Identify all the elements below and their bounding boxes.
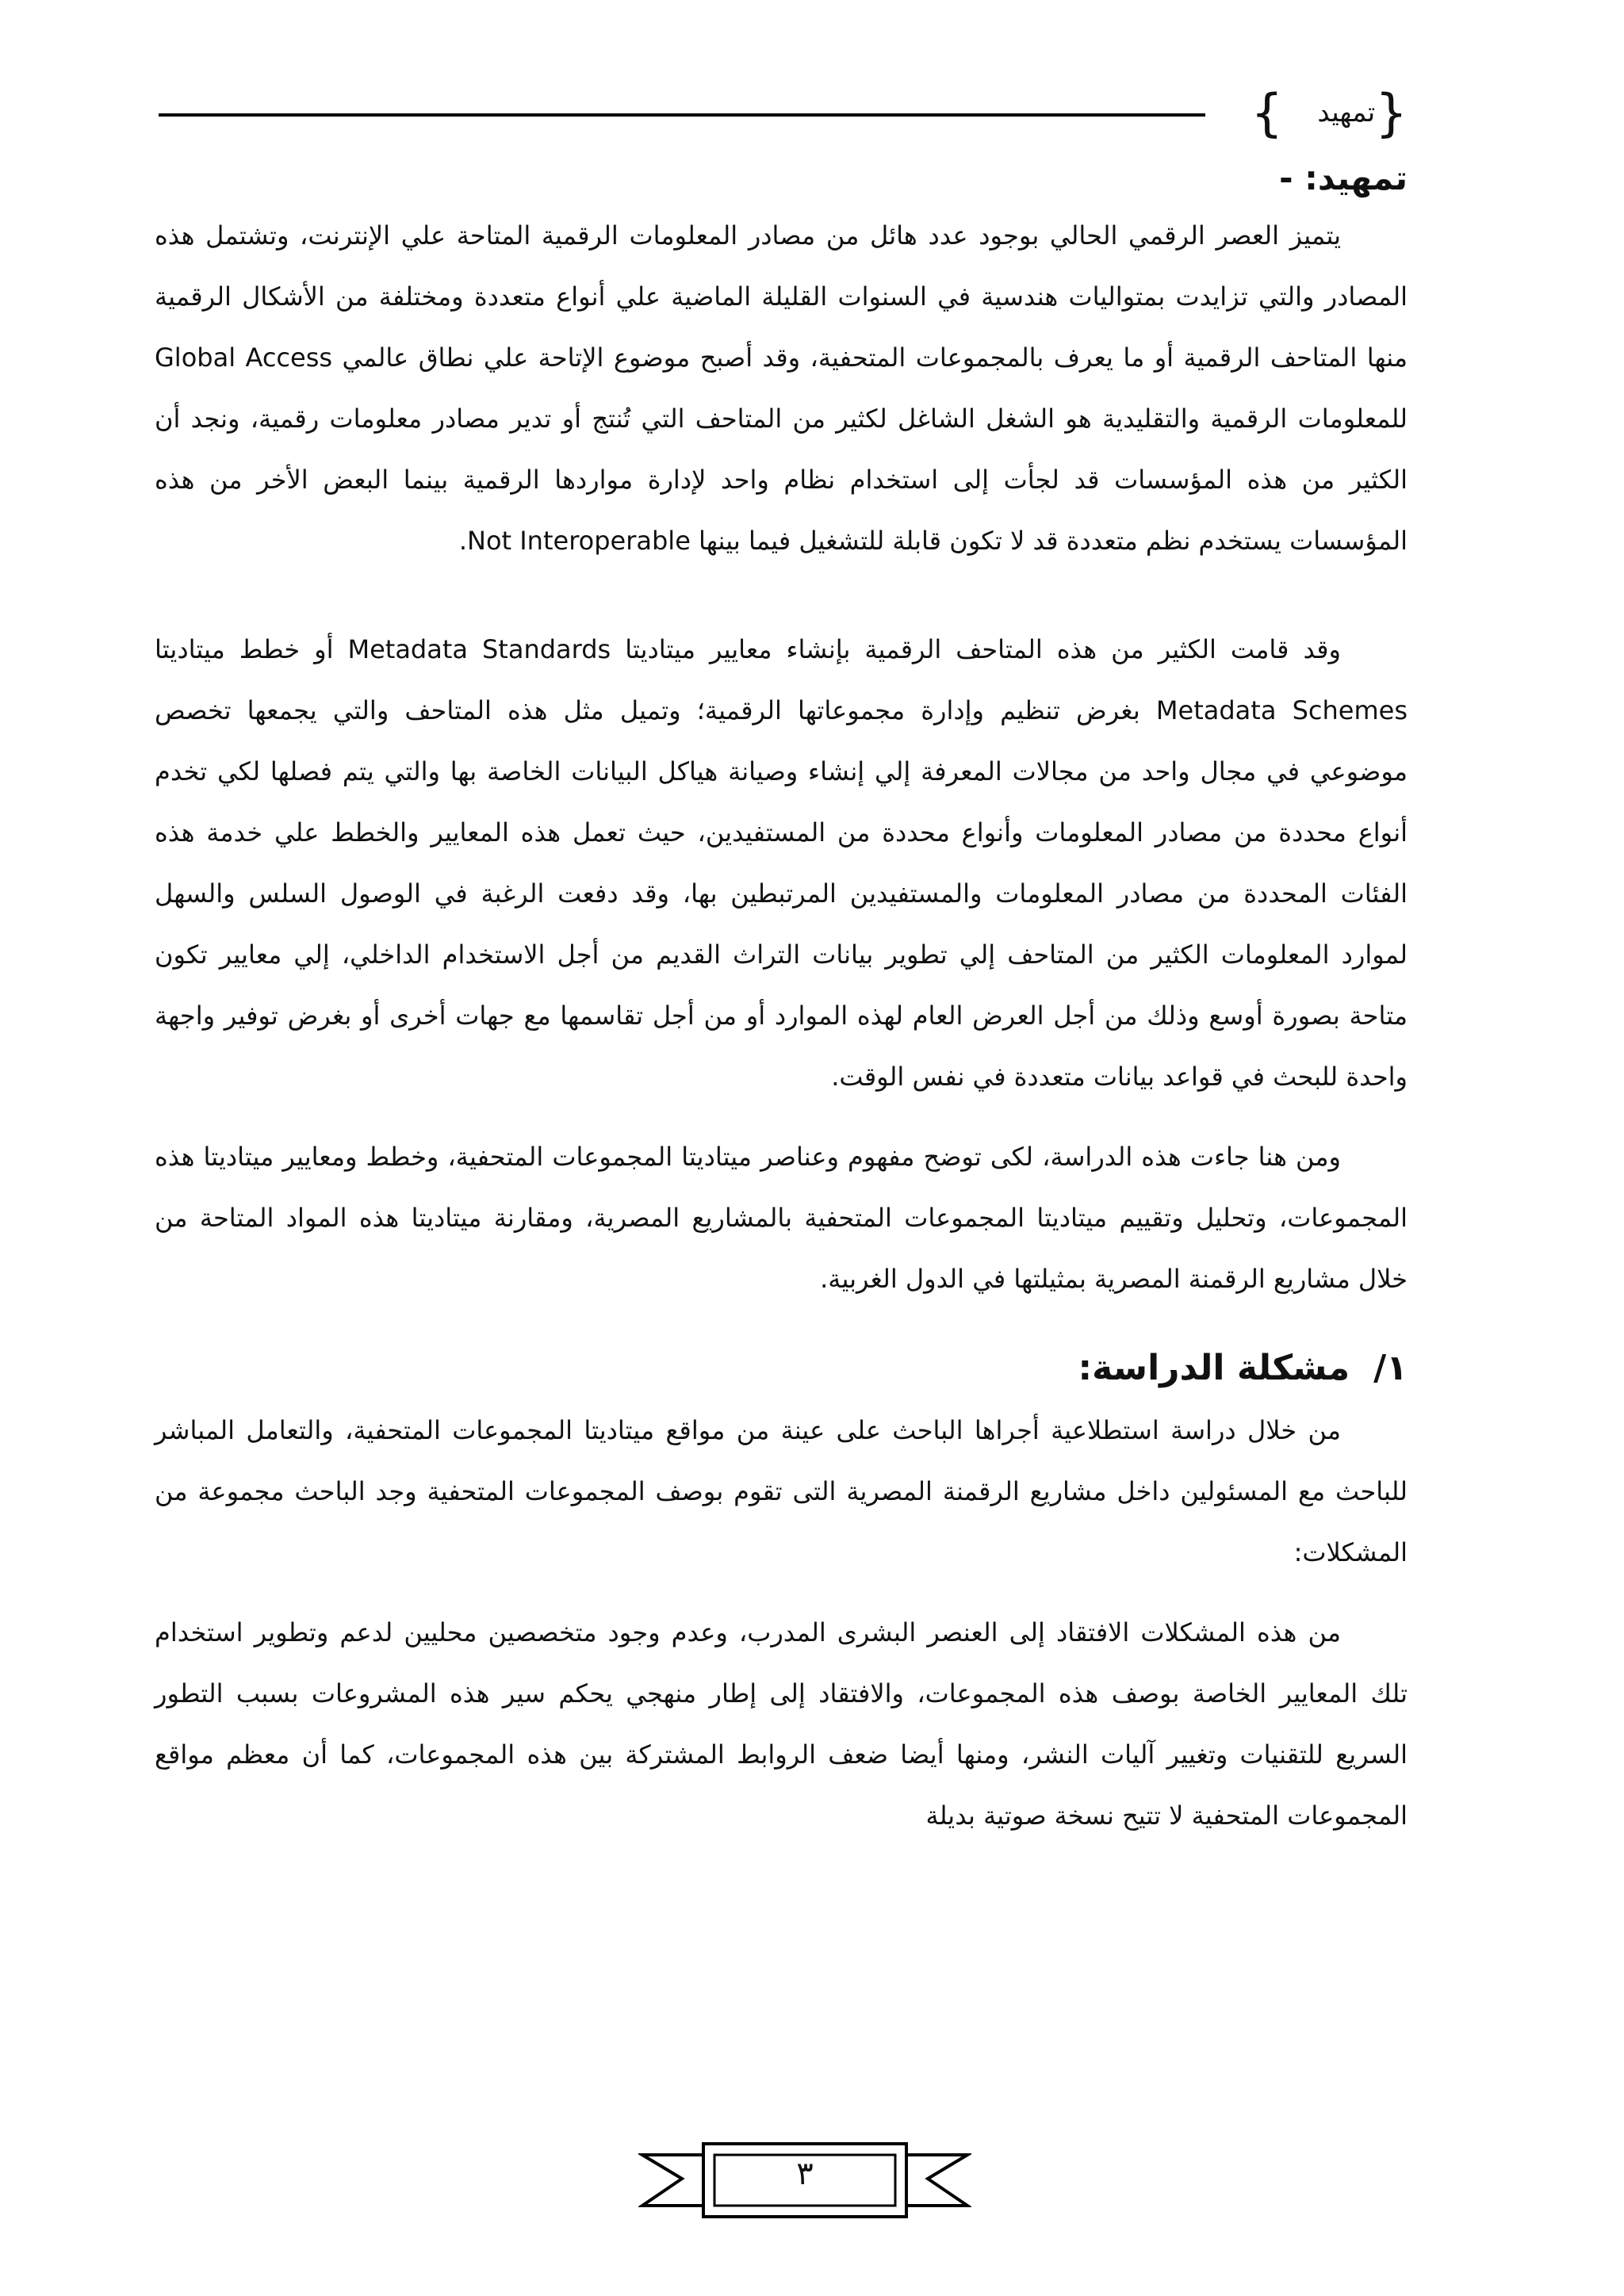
intro-paragraph-3: ومن هنا جاءت هذه الدراسة، لكى توضح مفهوم وعناصر ميتاديتا المجموعات المتحفية، وخطط ومعايير ميتاديتا هذه المجموعات، وتحليل وتقييم ميتاديتا المجموعات المتحفية بالمشاريع المصرية، ومقارنة ميتاديتا هذه المواد المتاحة من خلال مشاريع الرقمنة المصرية بمثيلتها في الدول الغربية. xyxy=(155,1142,1408,1294)
running-header-label: تمهيد xyxy=(1317,97,1376,128)
page-number: ٣ xyxy=(796,2156,814,2192)
section-1-title: مشكلة الدراسة: xyxy=(1078,1348,1350,1388)
intro-paragraph-1: يتميز العصر الرقمي الحالي بوجود عدد هائل من مصادر المعلومات الرقمية المتاحة علي الإنترنت، وتشتمل هذه المصادر والتي تزايدت بمتواليات هندسية في السنوات القليلة الماضية علي أنواع متعددة ومختلفة من الأشكال الرقمية منها المتاحف الرقمية أو ما يعرف بالمجموعات المتحفية، وقد أصبح موضوع الإتاحة علي نطاق عالمي Global Access للمعلومات الرقمية والتقليدية هو الشغل الشاغل لكثير من المتاحف التي تُنتج أو تدير مصادر معلومات رقمية، ونجد أن الكثير من هذه المؤسسات قد لجأت إلى استخدام نظام واحد لإدارة مواردها الرقمية بينما البعض الأخر من هذه المؤسسات يستخدم نظم متعددة قد لا تكون قابلة للتشغيل فيما بينها Not Interoperable. xyxy=(155,220,1408,556)
running-header xyxy=(159,84,1408,144)
section-1-heading xyxy=(155,1337,1408,1400)
brace-right-glyph: } xyxy=(1251,84,1284,144)
section-1-paragraph-1: من خلال دراسة استطلاعية أجراها الباحث على عينة من مواقع ميتاديتا المجموعات المتحفية، والتعامل المباشر للباحث مع المسئولين داخل مشاريع الرقمنة المصرية التى تقوم بوصف المجموعات المتحفية وجد الباحث مجموعة من المشكلات: xyxy=(155,1415,1408,1567)
section-1-number: ١/ xyxy=(1373,1348,1408,1388)
running-header-title xyxy=(1251,84,1408,144)
intro-paragraph-2: وقد قامت الكثير من هذه المتاحف الرقمية بإنشاء معايير ميتاديتا Metadata Standards أو خطط ميتاديتا Metadata Schemes بغرض تنظيم وإدارة مجموعاتها الرقمية؛ وتميل مثل هذه المتاحف والتي يجمعها تخصص موضوعي في مجال واحد من مجالات المعرفة إلي إنشاء وصيانة هياكل البيانات الخاصة بها والتي يتم فصلها لكي تخدم أنواع محددة من مصادر المعلومات وأنواع محددة من المستفيدين، حيث تعمل هذه المعايير والخطط علي خدمة هذه الفئات المحددة من مصادر المعلومات والمستفيدين المرتبطين بها، وقد دفعت الرغبة في الوصول السلس والسهل لموارد المعلومات الكثير من المتاحف إلي تطوير بيانات التراث القديم من أجل الاستخدام الداخلي، إلي معايير تكون متاحة بصورة أوسع وذلك من أجل العرض العام لهذه الموارد أو من أجل تقاسمها مع جهات أخرى أو بغرض توفير واجهة واحدة للبحث في قواعد بيانات متعددة في نفس الوقت. xyxy=(155,634,1408,1092)
section-1-paragraph-2: من هذه المشكلات الافتقاد إلى العنصر البشرى المدرب، وعدم وجود متخصصين محليين لدعم وتطوير استخدام تلك المعايير الخاصة بوصف هذه المجموعات، والافتقاد إلى إطار منهجي يحكم سير هذه المشروعات بسبب التطور السريع للتقنيات وتغيير آليات النشر، ومنها أيضا ضعف الروابط المشتركة بين هذه المجموعات، كما أن معظم مواقع المجموعات المتحفية لا تتيح نسخة صوتية بديلة xyxy=(155,1617,1408,1831)
page-number-ornament xyxy=(638,2133,971,2228)
page-body xyxy=(155,155,1408,1846)
brace-left-glyph: { xyxy=(1375,84,1408,144)
intro-heading: تمهيد: - xyxy=(1279,159,1408,197)
header-rule xyxy=(159,113,1205,117)
